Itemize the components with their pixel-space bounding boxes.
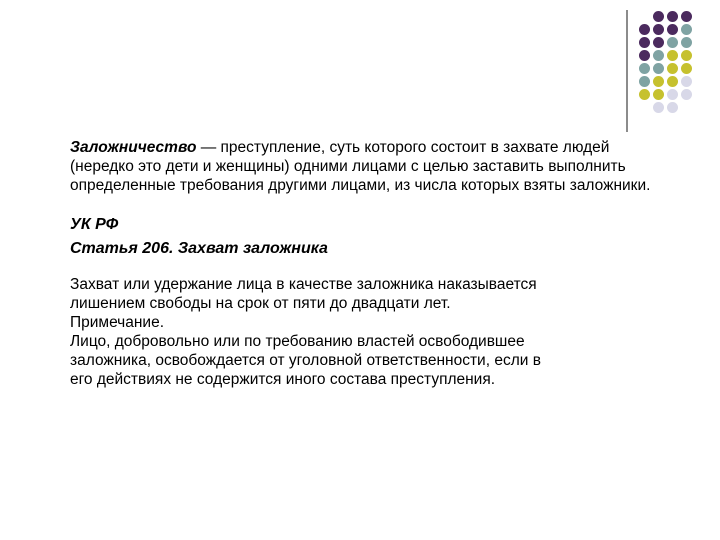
decorative-dot [667,24,678,35]
decorative-dot [667,102,678,113]
decorative-dot [639,37,650,48]
decorative-dot [639,63,650,74]
decorative-dot [681,24,692,35]
decorative-dot [681,50,692,61]
decorative-dot [667,37,678,48]
decorative-dot [653,63,664,74]
decorative-dot [653,37,664,48]
article-line: Захват или удержание лица в качестве заложника наказывается [70,276,537,293]
article-line: его действиях не содержится иного состава преступления. [70,371,496,388]
decorative-dot [653,50,664,61]
divider-line [626,10,628,132]
definition-text: — преступление, суть которого состоит в захвате людей (нередко это дети и женщины) одними лицами с целью заставить выполнить определенные требования другими лицами, из числа которых взяты заложники. [70,139,651,194]
article-line: лишением свободы на срок от пяти до двадцати лет. [70,295,451,312]
decorative-dot [667,11,678,22]
decorative-dot [667,76,678,87]
decorative-dot [653,102,664,113]
decorative-dot [681,89,692,100]
decorative-dot [667,50,678,61]
decorative-dot [639,24,650,35]
decorative-dot [681,102,692,113]
decorative-dot [681,37,692,48]
decorative-dot [653,76,664,87]
decorative-dot [667,63,678,74]
decorative-dot [681,76,692,87]
article-heading: Статья 206. Захват заложника [70,240,328,257]
decorative-dot [639,89,650,100]
definition-term: Заложничество [70,139,197,156]
article-line: заложника, освобождается от уголовной ответственности, если в [70,352,541,369]
decorative-dot [681,11,692,22]
decorative-dot [653,24,664,35]
slide-content [70,138,670,389]
decorative-dot [653,89,664,100]
decorative-dot [667,89,678,100]
article-line: Лицо, добровольно или по требованию властей освободившее [70,333,525,350]
dot-grid-decoration [639,11,692,113]
article-body [70,275,670,389]
decorative-dot [639,76,650,87]
decorative-dot [681,63,692,74]
decorative-dot [639,102,650,113]
law-code-heading: УК РФ [70,216,119,233]
decorative-dot [653,11,664,22]
note-label: Примечание. [70,314,165,331]
definition-paragraph [70,138,670,195]
decorative-dot [639,11,650,22]
decorative-dot [639,50,650,61]
